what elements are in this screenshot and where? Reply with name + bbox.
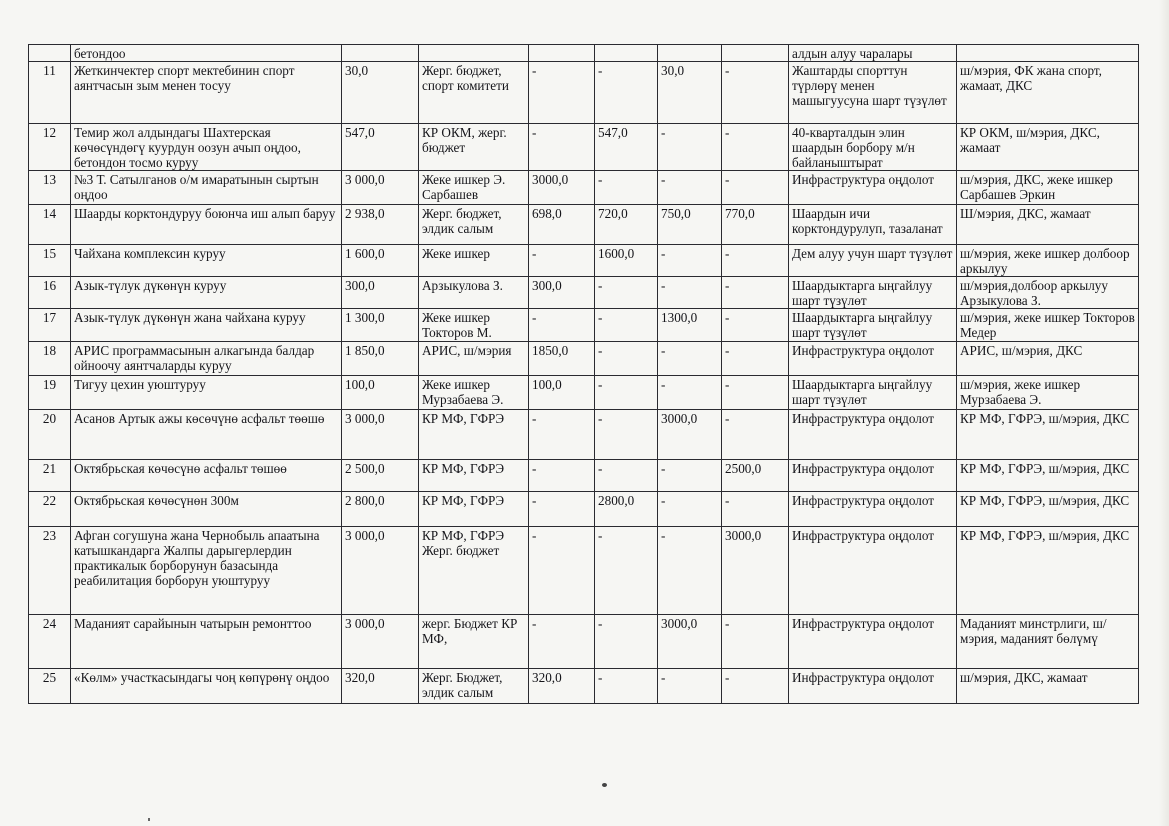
year4-amount-cell: -: [722, 342, 789, 376]
expected-result-cell: Жаштарды спорттун түрлөрү менен машыгуусуна шарт түзүлөт: [789, 62, 957, 124]
row-number-cell: 17: [29, 309, 71, 342]
year1-amount-cell: -: [529, 492, 595, 527]
year1-amount-cell: -: [529, 62, 595, 124]
page-edge-shadow: [1159, 0, 1169, 826]
responsible-parties-cell: Маданият минстрлиги, ш/мэрия, маданият бөлүмү: [957, 615, 1139, 669]
funding-source-cell: [419, 45, 529, 62]
year3-amount-cell: 3000,0: [658, 615, 722, 669]
table-row: [29, 277, 1139, 309]
table-row: [29, 492, 1139, 527]
responsible-parties-cell: АРИС, ш/мэрия, ДКС: [957, 342, 1139, 376]
table-row: [29, 245, 1139, 277]
project-name-cell: Маданият сарайынын чатырын ремонттоо: [71, 615, 342, 669]
funding-source-cell: Жерг. Бюджет, элдик салым: [419, 669, 529, 704]
year3-amount-cell: -: [658, 527, 722, 615]
total-amount-cell: 100,0: [342, 376, 419, 410]
project-name-cell: Тигуу цехин уюштуруу: [71, 376, 342, 410]
project-name-cell: Афган согушуна жана Чернобыль апаатына катышкандарга Жалпы дарыгерлердин практикалык борборунун базасында реабилитация борборун уюштуруу: [71, 527, 342, 615]
year2-amount-cell: -: [595, 615, 658, 669]
row-number-cell: 13: [29, 171, 71, 205]
scan-mark: [148, 818, 150, 821]
project-name-cell: АРИС программасынын алкагында балдар ойноочу аянтчаларды куруу: [71, 342, 342, 376]
year2-amount-cell: -: [595, 376, 658, 410]
row-number-cell: 23: [29, 527, 71, 615]
year4-amount-cell: 770,0: [722, 205, 789, 245]
expected-result-cell: Шаардыктарга ыңгайлуу шарт түзүлөт: [789, 277, 957, 309]
year2-amount-cell: 547,0: [595, 124, 658, 171]
year2-amount-cell: -: [595, 410, 658, 460]
row-number-cell: 11: [29, 62, 71, 124]
row-number-cell: 12: [29, 124, 71, 171]
year2-amount-cell: 1600,0: [595, 245, 658, 277]
funding-source-cell: Жеке ишкер Токторов М.: [419, 309, 529, 342]
year4-amount-cell: -: [722, 124, 789, 171]
year4-amount-cell: 2500,0: [722, 460, 789, 492]
year4-amount-cell: -: [722, 376, 789, 410]
expected-result-cell: Инфраструктура оңдолот: [789, 615, 957, 669]
table-row: [29, 527, 1139, 615]
table-row: [29, 205, 1139, 245]
expected-result-cell: Шаардын ичи корктондурулуп, тазаланат: [789, 205, 957, 245]
projects-table: [28, 44, 1139, 704]
year1-amount-cell: 100,0: [529, 376, 595, 410]
year3-amount-cell: -: [658, 342, 722, 376]
responsible-parties-cell: ш/мэрия, жеке ишкер долбоор аркылуу: [957, 245, 1139, 277]
expected-result-cell: Инфраструктура оңдолот: [789, 171, 957, 205]
total-amount-cell: 3 000,0: [342, 171, 419, 205]
row-number-cell: 15: [29, 245, 71, 277]
row-number-cell: 22: [29, 492, 71, 527]
year4-amount-cell: -: [722, 171, 789, 205]
project-name-cell: Жеткинчектер спорт мектебинин спорт аянтчасын зым менен тосуу: [71, 62, 342, 124]
table-body: [29, 45, 1139, 704]
table-row: [29, 342, 1139, 376]
total-amount-cell: 3 000,0: [342, 410, 419, 460]
year4-amount-cell: -: [722, 277, 789, 309]
year3-amount-cell: 30,0: [658, 62, 722, 124]
year1-amount-cell: 300,0: [529, 277, 595, 309]
expected-result-cell: Инфраструктура оңдолот: [789, 527, 957, 615]
expected-result-cell: Инфраструктура оңдолот: [789, 669, 957, 704]
year3-amount-cell: -: [658, 492, 722, 527]
project-name-cell: бетондоо: [71, 45, 342, 62]
total-amount-cell: 3 000,0: [342, 527, 419, 615]
expected-result-cell: Шаардыктарга ыңгайлуу шарт түзүлөт: [789, 376, 957, 410]
year1-amount-cell: 320,0: [529, 669, 595, 704]
year2-amount-cell: 720,0: [595, 205, 658, 245]
year1-amount-cell: [529, 45, 595, 62]
funding-source-cell: КР МФ, ГФРЭ Жерг. бюджет: [419, 527, 529, 615]
total-amount-cell: 30,0: [342, 62, 419, 124]
funding-source-cell: КР МФ, ГФРЭ: [419, 492, 529, 527]
row-number-cell: 16: [29, 277, 71, 309]
row-number-cell: 19: [29, 376, 71, 410]
project-name-cell: Темир жол алдындагы Шахтерская көчөсүндөгү куурдун оозун ачып оңдоо, бетондон тосмо куруу: [71, 124, 342, 171]
responsible-parties-cell: ш/мэрия, жеке ишкер Мурзабаева Э.: [957, 376, 1139, 410]
table-row: [29, 309, 1139, 342]
year3-amount-cell: [658, 45, 722, 62]
table-row: [29, 62, 1139, 124]
year1-amount-cell: -: [529, 245, 595, 277]
year2-amount-cell: -: [595, 527, 658, 615]
year3-amount-cell: -: [658, 245, 722, 277]
total-amount-cell: 1 850,0: [342, 342, 419, 376]
funding-source-cell: Жеке ишкер: [419, 245, 529, 277]
project-name-cell: «Көлм» участкасындагы чоң көпүрөнү оңдоо: [71, 669, 342, 704]
year3-amount-cell: 1300,0: [658, 309, 722, 342]
year2-amount-cell: -: [595, 460, 658, 492]
project-name-cell: Октябрьская көчөсүнөн 300м: [71, 492, 342, 527]
year3-amount-cell: 750,0: [658, 205, 722, 245]
total-amount-cell: 300,0: [342, 277, 419, 309]
year4-amount-cell: -: [722, 669, 789, 704]
project-name-cell: Шаарды корктондуруу боюнча иш алып баруу: [71, 205, 342, 245]
year2-amount-cell: -: [595, 309, 658, 342]
table-row: [29, 45, 1139, 62]
year3-amount-cell: -: [658, 171, 722, 205]
year1-amount-cell: -: [529, 410, 595, 460]
responsible-parties-cell: КР МФ, ГФРЭ, ш/мэрия, ДКС: [957, 410, 1139, 460]
table-row: [29, 376, 1139, 410]
year2-amount-cell: [595, 45, 658, 62]
year1-amount-cell: -: [529, 615, 595, 669]
year3-amount-cell: -: [658, 376, 722, 410]
expected-result-cell: Инфраструктура оңдолот: [789, 410, 957, 460]
funding-source-cell: Арзыкулова З.: [419, 277, 529, 309]
year3-amount-cell: -: [658, 124, 722, 171]
total-amount-cell: 1 300,0: [342, 309, 419, 342]
expected-result-cell: Шаардыктарга ыңгайлуу шарт түзүлөт: [789, 309, 957, 342]
table-row: [29, 171, 1139, 205]
row-number-cell: 14: [29, 205, 71, 245]
funding-source-cell: Жерг. бюджет, спорт комитети: [419, 62, 529, 124]
year1-amount-cell: 698,0: [529, 205, 595, 245]
responsible-parties-cell: КР МФ, ГФРЭ, ш/мэрия, ДКС: [957, 527, 1139, 615]
year2-amount-cell: -: [595, 171, 658, 205]
responsible-parties-cell: ш/мэрия,долбоор аркылуу Арзыкулова З.: [957, 277, 1139, 309]
responsible-parties-cell: ш/мэрия, жеке ишкер Токторов Медер: [957, 309, 1139, 342]
year1-amount-cell: -: [529, 527, 595, 615]
funding-source-cell: Жерг. бюджет, элдик салым: [419, 205, 529, 245]
year4-amount-cell: -: [722, 615, 789, 669]
year1-amount-cell: 3000,0: [529, 171, 595, 205]
year4-amount-cell: 3000,0: [722, 527, 789, 615]
responsible-parties-cell: ш/мэрия, ФК жана спорт, жамаат, ДКС: [957, 62, 1139, 124]
total-amount-cell: 2 938,0: [342, 205, 419, 245]
total-amount-cell: [342, 45, 419, 62]
funding-source-cell: АРИС, ш/мэрия: [419, 342, 529, 376]
table-row: [29, 615, 1139, 669]
row-number-cell: 25: [29, 669, 71, 704]
year2-amount-cell: -: [595, 277, 658, 309]
funding-source-cell: КР МФ, ГФРЭ: [419, 410, 529, 460]
year3-amount-cell: -: [658, 460, 722, 492]
year4-amount-cell: -: [722, 410, 789, 460]
total-amount-cell: 320,0: [342, 669, 419, 704]
table-row: [29, 410, 1139, 460]
funding-source-cell: Жеке ишкер Э. Сарбашев: [419, 171, 529, 205]
total-amount-cell: 1 600,0: [342, 245, 419, 277]
project-name-cell: Азык-түлук дүкөнүн жана чайхана куруу: [71, 309, 342, 342]
expected-result-cell: Дем алуу учун шарт түзүлөт: [789, 245, 957, 277]
year2-amount-cell: -: [595, 62, 658, 124]
year1-amount-cell: -: [529, 309, 595, 342]
row-number-cell: 20: [29, 410, 71, 460]
year2-amount-cell: 2800,0: [595, 492, 658, 527]
responsible-parties-cell: КР МФ, ГФРЭ, ш/мэрия, ДКС: [957, 492, 1139, 527]
year4-amount-cell: -: [722, 492, 789, 527]
year4-amount-cell: -: [722, 62, 789, 124]
funding-source-cell: КР МФ, ГФРЭ: [419, 460, 529, 492]
row-number-cell: 18: [29, 342, 71, 376]
year4-amount-cell: [722, 45, 789, 62]
row-number-cell: 24: [29, 615, 71, 669]
row-number-cell: [29, 45, 71, 62]
total-amount-cell: 547,0: [342, 124, 419, 171]
year1-amount-cell: -: [529, 124, 595, 171]
funding-source-cell: КР ОКМ, жерг. бюджет: [419, 124, 529, 171]
funding-source-cell: жерг. Бюджет КР МФ,: [419, 615, 529, 669]
table-row: [29, 460, 1139, 492]
funding-source-cell: Жеке ишкер Мурзабаева Э.: [419, 376, 529, 410]
expected-result-cell: Инфраструктура оңдолот: [789, 460, 957, 492]
responsible-parties-cell: КР ОКМ, ш/мэрия, ДКС, жамаат: [957, 124, 1139, 171]
year2-amount-cell: -: [595, 342, 658, 376]
responsible-parties-cell: [957, 45, 1139, 62]
total-amount-cell: 3 000,0: [342, 615, 419, 669]
project-name-cell: Асанов Артык ажы көсөчүнө асфальт төөшө: [71, 410, 342, 460]
responsible-parties-cell: ш/мэрия, ДКС, жамаат: [957, 669, 1139, 704]
expected-result-cell: алдын алуу чаралары: [789, 45, 957, 62]
total-amount-cell: 2 500,0: [342, 460, 419, 492]
responsible-parties-cell: Ш/мэрия, ДКС, жамаат: [957, 205, 1139, 245]
project-name-cell: Чайхана комплексин куруу: [71, 245, 342, 277]
year4-amount-cell: -: [722, 309, 789, 342]
table-row: [29, 669, 1139, 704]
expected-result-cell: Инфраструктура оңдолот: [789, 492, 957, 527]
total-amount-cell: 2 800,0: [342, 492, 419, 527]
year3-amount-cell: -: [658, 669, 722, 704]
expected-result-cell: 40-кварталдын элин шаардын борбору м/н байланыштырат: [789, 124, 957, 171]
year3-amount-cell: 3000,0: [658, 410, 722, 460]
year1-amount-cell: -: [529, 460, 595, 492]
responsible-parties-cell: ш/мэрия, ДКС, жеке ишкер Сарбашев Эркин: [957, 171, 1139, 205]
year2-amount-cell: -: [595, 669, 658, 704]
year4-amount-cell: -: [722, 245, 789, 277]
year1-amount-cell: 1850,0: [529, 342, 595, 376]
project-name-cell: №3 Т. Сатылганов о/м имаратынын сыртын оңдоо: [71, 171, 342, 205]
row-number-cell: 21: [29, 460, 71, 492]
responsible-parties-cell: КР МФ, ГФРЭ, ш/мэрия, ДКС: [957, 460, 1139, 492]
year3-amount-cell: -: [658, 277, 722, 309]
table-row: [29, 124, 1139, 171]
project-name-cell: Азык-түлук дүкөнүн куруу: [71, 277, 342, 309]
expected-result-cell: Инфраструктура оңдолот: [789, 342, 957, 376]
scan-speck: [602, 783, 607, 787]
project-name-cell: Октябрьская көчөсүнө асфальт төшөө: [71, 460, 342, 492]
